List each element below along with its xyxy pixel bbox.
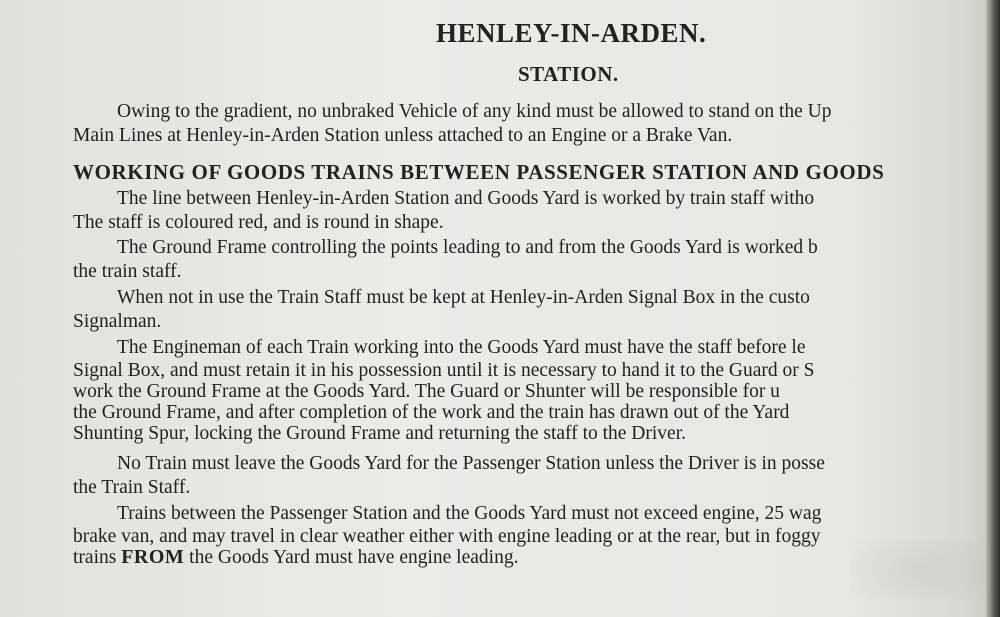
text-line: Main Lines at Henley-in-Arden Station unless attached to an Engine or a Brake Van. bbox=[73, 125, 733, 146]
text-line: The Ground Frame controlling the points leading to and from the Goods Yard is worked b bbox=[117, 237, 818, 258]
show-through-smudge bbox=[850, 540, 990, 600]
paragraph-train-staff bbox=[73, 187, 814, 235]
text-line: Trains between the Passenger Station and the Goods Yard must not exceed engine, 25 wag bbox=[117, 503, 822, 524]
paragraph-ground-frame bbox=[73, 236, 818, 284]
text-line: The line between Henley-in-Arden Station and Goods Yard is worked by train staff witho bbox=[117, 188, 815, 209]
text-line bbox=[73, 547, 821, 568]
section-heading: WORKING OF GOODS TRAINS BETWEEN PASSENGER STATION AND GOODS bbox=[73, 160, 885, 184]
text-line: the Train Staff. bbox=[73, 477, 191, 498]
text-line: brake van, and may travel in clear weather either with engine leading or at the rear, but in foggy bbox=[73, 526, 821, 547]
text-line: Signal Box, and must retain it in his possession until it is necessary to hand it to the Guard or S bbox=[73, 360, 815, 381]
text-line: No Train must leave the Goods Yard for the Passenger Station unless the Driver is in posse bbox=[117, 453, 825, 474]
text-line: the Ground Frame, and after completion of the work and the train has drawn out of the Yard bbox=[73, 402, 790, 423]
text-line: The Engineman of each Train working into the Goods Yard must have the staff before le bbox=[117, 337, 806, 358]
emphasis-from: FROM bbox=[121, 546, 185, 568]
text-fragment: trains bbox=[73, 547, 122, 568]
text-line: The staff is coloured red, and is round in shape. bbox=[73, 212, 444, 233]
page-subtitle: STATION. bbox=[518, 62, 619, 86]
text-line: Owing to the gradient, no unbraked Vehicle of any kind must be allowed to stand on the Up bbox=[117, 101, 832, 122]
text-line: the train staff. bbox=[73, 261, 182, 282]
page-edge-shadow bbox=[986, 0, 1000, 617]
paragraph-engineman bbox=[73, 336, 814, 444]
page-title: HENLEY-IN-ARDEN. bbox=[436, 18, 707, 48]
paragraph-train-limits bbox=[73, 502, 821, 568]
text-line: Signalman. bbox=[73, 311, 162, 332]
text-fragment: the Goods Yard must have engine leading. bbox=[184, 547, 519, 568]
paragraph-staff-custody bbox=[73, 286, 810, 334]
text-line: Shunting Spur, locking the Ground Frame and returning the staff to the Driver. bbox=[73, 423, 687, 444]
paragraph-leaving-goods-yard bbox=[73, 452, 825, 500]
text-line: When not in use the Train Staff must be kept at Henley-in-Arden Signal Box in the custo bbox=[117, 287, 810, 308]
paragraph-gradient-notice bbox=[73, 100, 832, 148]
text-line: work the Ground Frame at the Goods Yard. The Guard or Shunter will be responsible for u bbox=[73, 381, 780, 402]
